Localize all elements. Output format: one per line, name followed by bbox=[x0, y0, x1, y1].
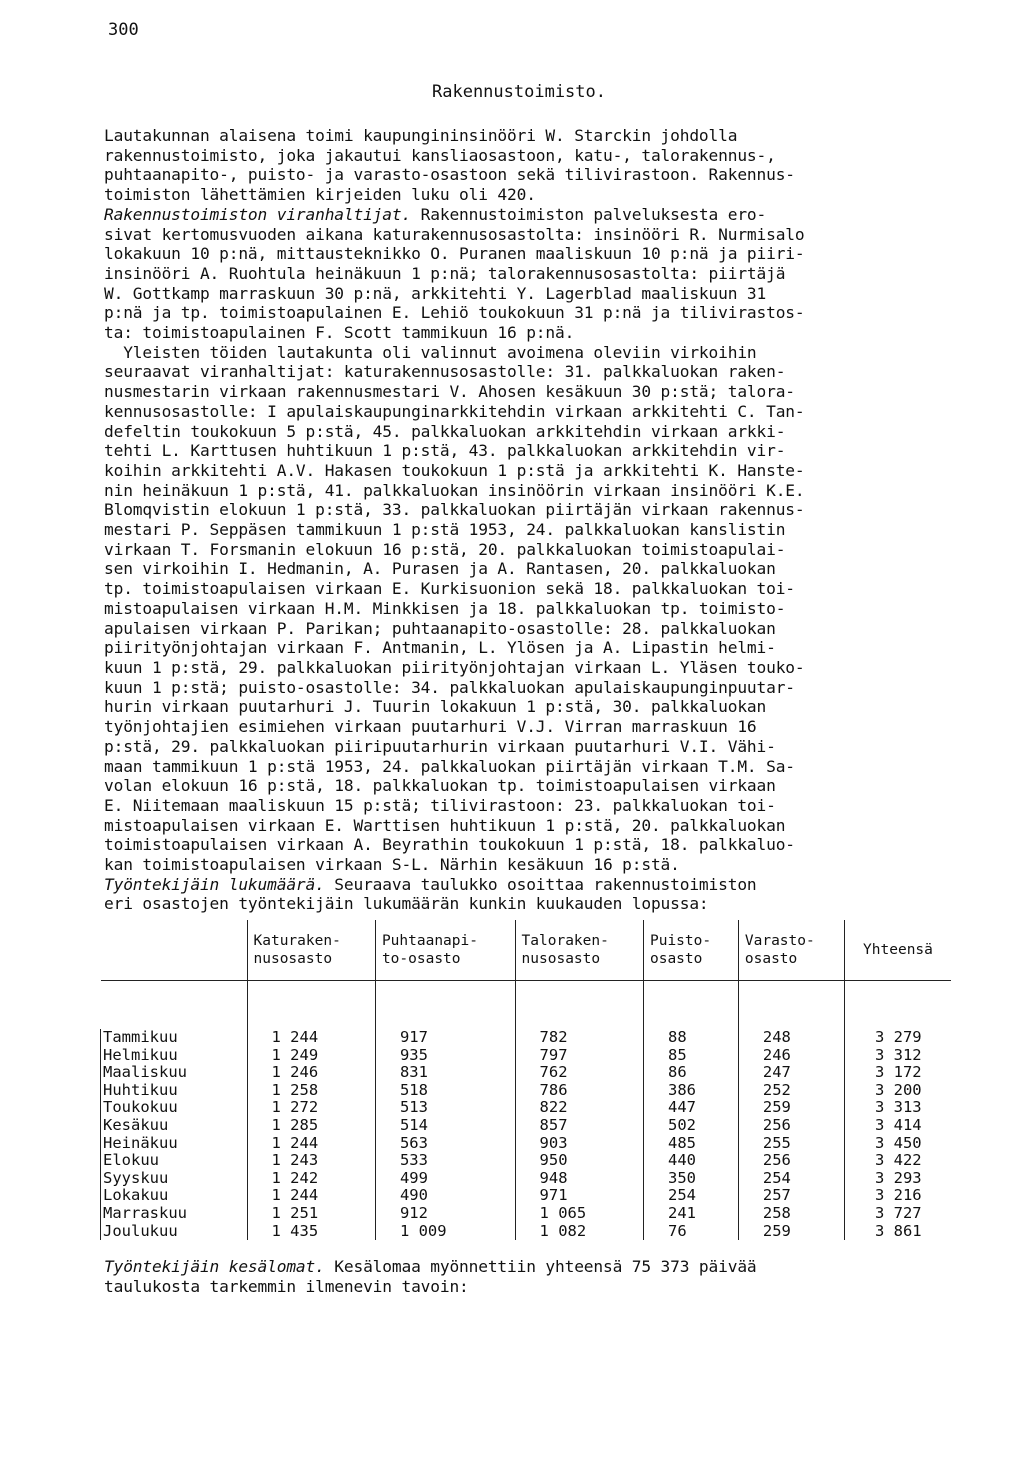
text-line bbox=[104, 796, 949, 816]
count-cell: 1 244 bbox=[247, 1135, 375, 1153]
count-cell: 1 065 bbox=[515, 1205, 643, 1223]
count-cell: 1 249 bbox=[247, 1047, 375, 1065]
count-cell: 518 bbox=[375, 1082, 515, 1100]
count-cell: 786 bbox=[515, 1082, 643, 1100]
line-text: toimistoapulaisen virkaan A. Beyrathin toukokuun 1 p:stä, 18. palkkaluo- bbox=[104, 835, 795, 855]
text-line bbox=[104, 284, 949, 304]
count-cell: 797 bbox=[515, 1047, 643, 1065]
text-line bbox=[104, 461, 949, 481]
count-cell: 513 bbox=[375, 1099, 515, 1117]
table-row bbox=[101, 1170, 952, 1188]
count-cell: 502 bbox=[643, 1117, 738, 1135]
text-line bbox=[104, 697, 949, 717]
text-line bbox=[104, 894, 949, 914]
count-cell: 3 450 bbox=[844, 1135, 951, 1153]
footer-line bbox=[104, 1257, 949, 1277]
text-line bbox=[104, 362, 949, 382]
line-text: virkaan T. Forsmanin elokuun 16 p:stä, 20. palkkaluokan toimistoapulai- bbox=[104, 539, 786, 559]
line-text: taulukosta tarkemmin ilmenevin tavoin: bbox=[104, 1276, 469, 1296]
text-line bbox=[104, 343, 949, 363]
line-text: p:stä, 29. palkkaluokan piiripuutarhurin virkaan puutarhuri V.I. Vähi- bbox=[104, 736, 776, 756]
line-text: Blomqvistin elokuun 1 p:stä, 33. palkkaluokan piirtäjän virkaan rakennus- bbox=[104, 500, 805, 520]
month-cell: Elokuu bbox=[101, 1152, 248, 1170]
count-cell: 831 bbox=[375, 1064, 515, 1082]
line-text: piirityönjohtajan virkaan F. Antmanin, L. Ylösen ja A. Lipastin helmi- bbox=[104, 638, 776, 658]
count-cell: 3 861 bbox=[844, 1223, 951, 1241]
text-line bbox=[104, 146, 949, 166]
count-cell: 86 bbox=[643, 1064, 738, 1082]
count-cell: 935 bbox=[375, 1047, 515, 1065]
table-row bbox=[101, 1223, 952, 1241]
count-cell: 514 bbox=[375, 1117, 515, 1135]
text-line bbox=[104, 737, 949, 757]
count-cell: 563 bbox=[375, 1135, 515, 1153]
count-cell: 1 435 bbox=[247, 1223, 375, 1241]
line-text: koihin arkkitehti A.V. Hakasen toukokuun 1 p:stä ja arkkitehti K. Hanste- bbox=[104, 460, 805, 480]
text-line bbox=[104, 303, 949, 323]
count-cell: 499 bbox=[375, 1170, 515, 1188]
line-text: volan elokuun 16 p:stä, 18. palkkaluokan tp. toimistoapulaisen virkaan bbox=[104, 776, 776, 796]
text-line bbox=[104, 855, 949, 875]
text-line bbox=[104, 481, 949, 501]
line-text: kuun 1 p:stä; puisto-osastolle: 34. palkkaluokan apulaiskaupunginpuutar- bbox=[104, 677, 795, 697]
count-cell: 76 bbox=[643, 1223, 738, 1241]
line-text: sivat kertomusvuoden aikana katurakennusosastolta: insinööri R. Nurmisalo bbox=[104, 224, 805, 244]
text-line bbox=[104, 835, 949, 855]
line-text: Kesälomaa myönnettiin yhteensä 75 373 päivää bbox=[324, 1257, 757, 1276]
text-line bbox=[104, 126, 949, 146]
count-cell: 447 bbox=[643, 1099, 738, 1117]
line-text: W. Gottkamp marraskuun 30 p:nä, arkkitehti Y. Lagerblad maaliskuun 31 bbox=[104, 283, 767, 303]
month-cell: Syyskuu bbox=[101, 1170, 248, 1188]
line-text: nin heinäkuun 1 p:stä, 41. palkkaluokan insinöörin virkaan insinööri K.E. bbox=[104, 480, 805, 500]
count-cell: 950 bbox=[515, 1152, 643, 1170]
count-cell: 254 bbox=[738, 1170, 844, 1188]
line-text: mestari P. Seppäsen tammikuun 1 p:stä 1953, 24. palkkaluokan kanslistin bbox=[104, 520, 786, 540]
count-cell: 258 bbox=[738, 1205, 844, 1223]
count-cell: 88 bbox=[643, 1029, 738, 1047]
month-cell: Joulukuu bbox=[101, 1223, 248, 1241]
line-text: Rakennustoimiston palveluksesta ero- bbox=[411, 204, 767, 224]
body-text bbox=[104, 126, 949, 914]
count-cell: 1 242 bbox=[247, 1170, 375, 1188]
month-cell: Huhtikuu bbox=[101, 1082, 248, 1100]
table-row bbox=[101, 1135, 952, 1153]
count-cell: 3 313 bbox=[844, 1099, 951, 1117]
text-line bbox=[104, 441, 949, 461]
count-cell: 254 bbox=[643, 1187, 738, 1205]
count-cell: 762 bbox=[515, 1064, 643, 1082]
count-cell: 3 200 bbox=[844, 1082, 951, 1100]
text-line bbox=[104, 816, 949, 836]
month-cell: Heinäkuu bbox=[101, 1135, 248, 1153]
text-line bbox=[104, 540, 949, 560]
count-cell: 252 bbox=[738, 1082, 844, 1100]
count-cell: 3 216 bbox=[844, 1187, 951, 1205]
count-cell: 259 bbox=[738, 1099, 844, 1117]
count-cell: 1 244 bbox=[247, 1029, 375, 1047]
line-text: mistoapulaisen virkaan E. Warttisen huhtikuun 1 p:stä, 20. palkkaluokan bbox=[104, 815, 786, 835]
count-cell: 857 bbox=[515, 1117, 643, 1135]
count-cell: 256 bbox=[738, 1152, 844, 1170]
count-cell: 259 bbox=[738, 1223, 844, 1241]
line-text: hurin virkaan puutarhuri J. Tuurin lokakuun 1 p:stä, 30. palkkaluokan bbox=[104, 697, 767, 717]
line-text: lokakuun 10 p:nä, mittausteknikko O. Puranen maaliskuun 10 p:nä ja piiri- bbox=[104, 244, 805, 264]
column-header: Taloraken- nusosasto bbox=[515, 920, 643, 981]
page-number: 300 bbox=[108, 20, 139, 40]
subheading: Työntekijäin lukumäärä. bbox=[104, 874, 325, 894]
text-line bbox=[104, 757, 949, 777]
table-row bbox=[101, 1029, 952, 1047]
footer-text bbox=[104, 1257, 949, 1296]
section-title: Rakennustoimisto. bbox=[432, 82, 606, 102]
table-header-row bbox=[101, 920, 952, 981]
count-cell: 948 bbox=[515, 1170, 643, 1188]
text-line bbox=[104, 323, 949, 343]
table-row bbox=[101, 1187, 952, 1205]
count-cell: 256 bbox=[738, 1117, 844, 1135]
column-header: Varasto- osasto bbox=[738, 920, 844, 981]
subheading: Rakennustoimiston viranhaltijat. bbox=[104, 204, 412, 224]
text-line bbox=[104, 225, 949, 245]
line-text: puhtaanapito-, puisto- ja varasto-osastoon sekä tilivirastoon. Rakennus- bbox=[104, 165, 795, 185]
line-text: tp. toimistoapulaisen virkaan E. Kurkisuonion sekä 18. palkkaluokan toi- bbox=[104, 579, 795, 599]
line-text: kan toimistoapulaisen virkaan S-L. Närhin kesäkuun 16 p:stä. bbox=[104, 855, 680, 875]
month-cell: Toukokuu bbox=[101, 1099, 248, 1117]
count-cell: 485 bbox=[643, 1135, 738, 1153]
text-line bbox=[104, 264, 949, 284]
count-cell: 912 bbox=[375, 1205, 515, 1223]
text-line bbox=[104, 658, 949, 678]
count-cell: 1 285 bbox=[247, 1117, 375, 1135]
line-text: Lautakunnan alaisena toimi kaupungininsinööri W. Starckin johdolla bbox=[104, 126, 738, 145]
line-text: kennusosastolle: I apulaiskaupunginarkkitehdin virkaan arkkitehti C. Tan- bbox=[104, 401, 805, 421]
count-cell: 1 082 bbox=[515, 1223, 643, 1241]
line-text: eri osastojen työntekijäin lukumäärän kunkin kuukauden lopussa: bbox=[104, 894, 709, 914]
text-line bbox=[104, 165, 949, 185]
count-cell: 3 422 bbox=[844, 1152, 951, 1170]
count-cell: 1 243 bbox=[247, 1152, 375, 1170]
line-text: ta: toimistoapulainen F. Scott tammikuun 16 p:nä. bbox=[104, 323, 575, 343]
month-cell: Kesäkuu bbox=[101, 1117, 248, 1135]
count-cell: 241 bbox=[643, 1205, 738, 1223]
line-text: apulaisen virkaan P. Parikan; puhtaanapito-osastolle: 28. palkkaluokan bbox=[104, 618, 776, 638]
count-cell: 3 727 bbox=[844, 1205, 951, 1223]
count-cell: 246 bbox=[738, 1047, 844, 1065]
line-text: työnjohtajien esimiehen virkaan puutarhuri V.J. Virran marraskuun 16 bbox=[104, 717, 757, 737]
line-text: rakennustoimisto, joka jakautui kansliaosastoon, katu-, talorakennus-, bbox=[104, 145, 776, 165]
count-cell: 782 bbox=[515, 1029, 643, 1047]
table-row bbox=[101, 1047, 952, 1065]
text-line bbox=[104, 619, 949, 639]
table-row bbox=[101, 1099, 952, 1117]
subheading: Työntekijäin kesälomat. bbox=[104, 1257, 325, 1276]
month-cell: Maaliskuu bbox=[101, 1064, 248, 1082]
count-cell: 255 bbox=[738, 1135, 844, 1153]
count-cell: 533 bbox=[375, 1152, 515, 1170]
table-row bbox=[101, 1082, 952, 1100]
text-line bbox=[104, 559, 949, 579]
text-line bbox=[104, 205, 949, 225]
month-cell: Marraskuu bbox=[101, 1205, 248, 1223]
line-text: tehti L. Karttusen huhtikuun 1 p:stä, 43. palkkaluokan arkkitehdin vir- bbox=[104, 441, 786, 461]
text-line bbox=[104, 520, 949, 540]
count-cell: 1 009 bbox=[375, 1223, 515, 1241]
column-header: Yhteensä bbox=[844, 920, 951, 981]
text-line bbox=[104, 776, 949, 796]
column-header: Katuraken- nusosasto bbox=[247, 920, 375, 981]
count-cell: 350 bbox=[643, 1170, 738, 1188]
text-line bbox=[104, 678, 949, 698]
text-line bbox=[104, 185, 949, 205]
line-text: kuun 1 p:stä, 29. palkkaluokan piirityönjohtajan virkaan L. Yläsen touko- bbox=[104, 657, 805, 677]
count-cell: 3 293 bbox=[844, 1170, 951, 1188]
column-header: Puisto- osasto bbox=[643, 920, 738, 981]
text-line bbox=[104, 638, 949, 658]
count-cell: 1 272 bbox=[247, 1099, 375, 1117]
count-cell: 971 bbox=[515, 1187, 643, 1205]
table-row bbox=[101, 1205, 952, 1223]
count-cell: 3 279 bbox=[844, 1029, 951, 1047]
line-text: defeltin toukokuun 5 p:stä, 45. palkkaluokan arkkitehdin virkaan arkki- bbox=[104, 421, 786, 441]
table-row bbox=[101, 1064, 952, 1082]
text-line bbox=[104, 382, 949, 402]
spacer-row bbox=[101, 981, 952, 1030]
text-line bbox=[104, 244, 949, 264]
line-text: insinööri A. Ruohtula heinäkuun 1 p:nä; talorakennusosastolta: piirtäjä bbox=[104, 263, 786, 283]
count-cell: 917 bbox=[375, 1029, 515, 1047]
text-line bbox=[104, 599, 949, 619]
count-cell: 248 bbox=[738, 1029, 844, 1047]
line-text: Seuraava taulukko osoittaa rakennustoimiston bbox=[324, 874, 757, 894]
count-cell: 490 bbox=[375, 1187, 515, 1205]
column-header: Puhtaanapi- to-osasto bbox=[375, 920, 515, 981]
line-text: Yleisten töiden lautakunta oli valinnut avoimena oleviin virkoihin bbox=[104, 342, 757, 362]
header-corner bbox=[101, 920, 248, 981]
text-line bbox=[104, 422, 949, 442]
count-cell: 1 258 bbox=[247, 1082, 375, 1100]
line-text: toimiston lähettämien kirjeiden luku oli 420. bbox=[104, 185, 536, 205]
month-cell: Lokakuu bbox=[101, 1187, 248, 1205]
line-text: maan tammikuun 1 p:stä 1953, 24. palkkaluokan piirtäjän virkaan T.M. Sa- bbox=[104, 756, 795, 776]
count-cell: 1 246 bbox=[247, 1064, 375, 1082]
line-text: p:nä ja tp. toimistoapulainen E. Lehiö toukokuun 31 p:nä ja tilivirastos- bbox=[104, 303, 805, 323]
line-text: mistoapulaisen virkaan H.M. Minkkisen ja 18. palkkaluokan tp. toimisto- bbox=[104, 598, 786, 618]
line-text: nusmestarin virkaan rakennusmestari V. Ahosen kesäkuun 30 p:stä; talora- bbox=[104, 382, 795, 402]
count-cell: 822 bbox=[515, 1099, 643, 1117]
count-cell: 3 312 bbox=[844, 1047, 951, 1065]
count-cell: 3 172 bbox=[844, 1064, 951, 1082]
count-cell: 386 bbox=[643, 1082, 738, 1100]
count-cell: 903 bbox=[515, 1135, 643, 1153]
text-line bbox=[104, 875, 949, 895]
staff-count-table bbox=[100, 920, 951, 1240]
count-cell: 257 bbox=[738, 1187, 844, 1205]
text-line bbox=[104, 402, 949, 422]
footer-line bbox=[104, 1277, 949, 1297]
count-cell: 247 bbox=[738, 1064, 844, 1082]
count-cell: 440 bbox=[643, 1152, 738, 1170]
table-row bbox=[101, 1152, 952, 1170]
table-row bbox=[101, 1117, 952, 1135]
month-cell: Helmikuu bbox=[101, 1047, 248, 1065]
count-cell: 85 bbox=[643, 1047, 738, 1065]
line-text: seuraavat viranhaltijat: katurakennusosastolle: 31. palkkaluokan raken- bbox=[104, 362, 786, 382]
count-cell: 1 244 bbox=[247, 1187, 375, 1205]
line-text: E. Niitemaan maaliskuun 15 p:stä; tilivirastoon: 23. palkkaluokan toi- bbox=[104, 795, 776, 815]
count-cell: 1 251 bbox=[247, 1205, 375, 1223]
text-line bbox=[104, 717, 949, 737]
line-text: sen virkoihin I. Hedmanin, A. Purasen ja A. Rantasen, 20. palkkaluokan bbox=[104, 559, 776, 579]
text-line bbox=[104, 579, 949, 599]
count-cell: 3 414 bbox=[844, 1117, 951, 1135]
month-cell: Tammikuu bbox=[101, 1029, 248, 1047]
text-line bbox=[104, 500, 949, 520]
